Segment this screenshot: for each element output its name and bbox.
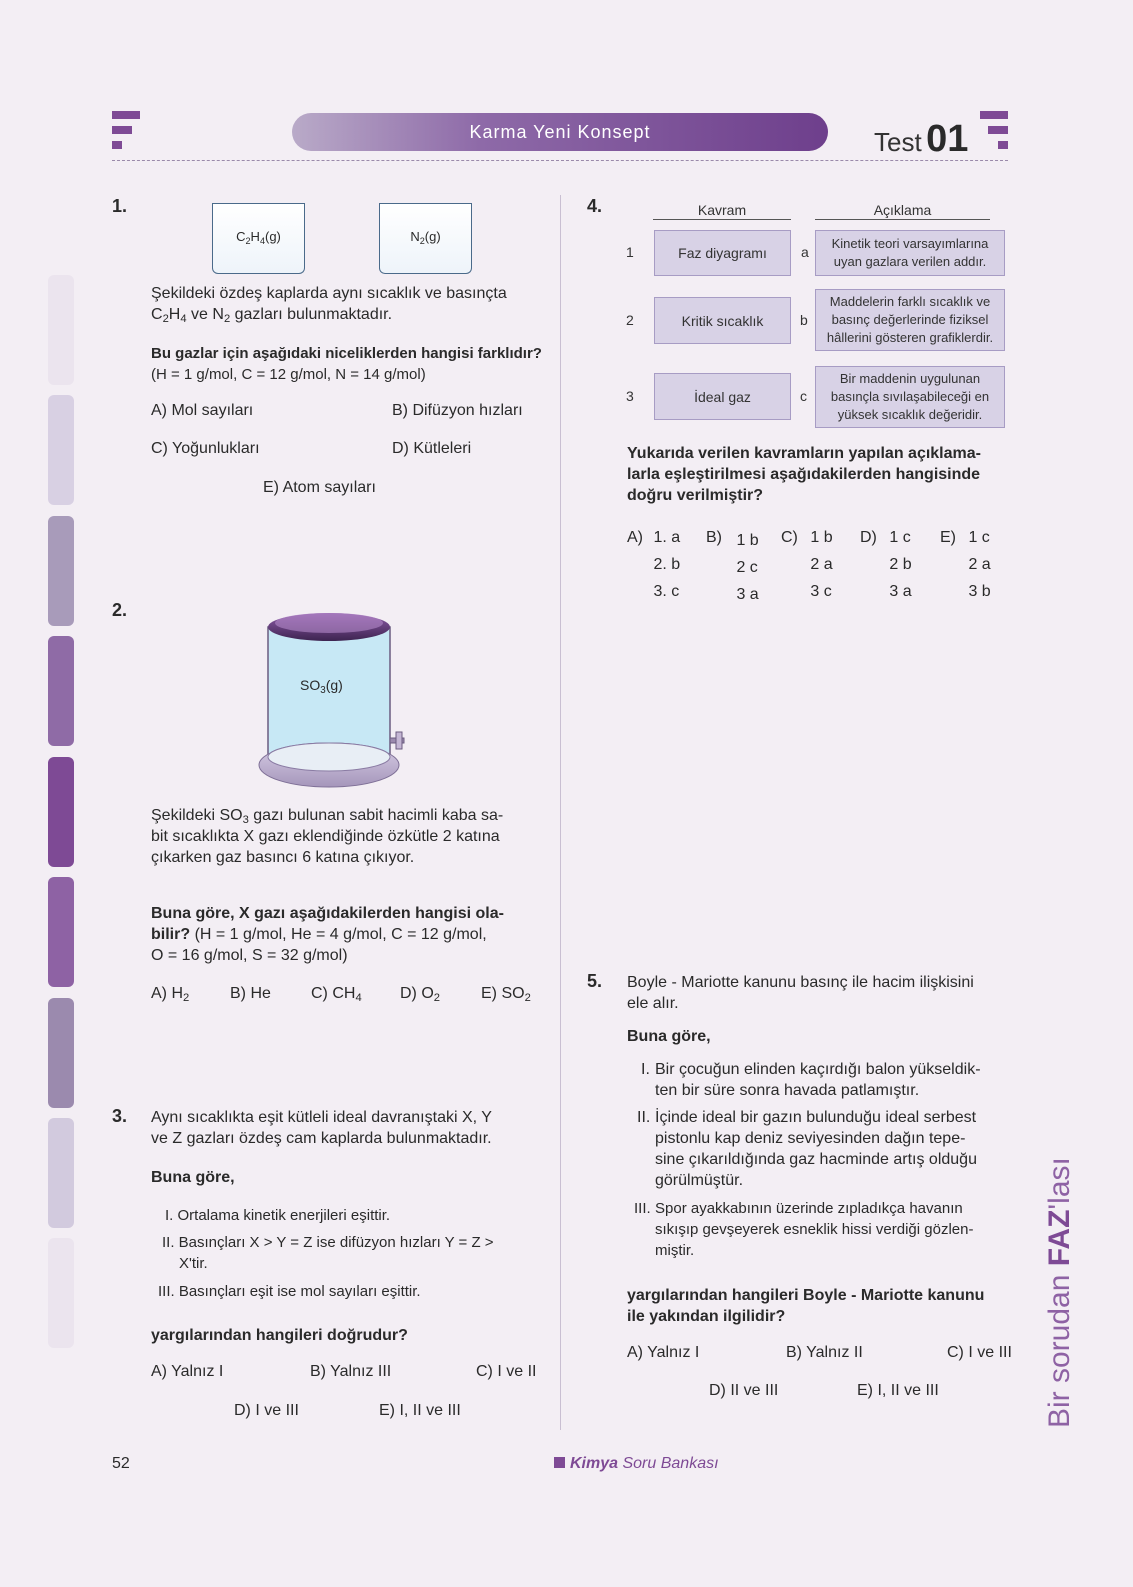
q2-stem-line1: Şekildeki $SO_3$ gazı bulunan sabit hacimli kaba sa- bbox=[151, 807, 504, 826]
q1-option-b[interactable]: B) Difüzyon hızları bbox=[392, 402, 523, 419]
test-label: Test bbox=[874, 127, 922, 157]
q1-container-c2h4 bbox=[212, 203, 305, 274]
q4-number: 4. bbox=[587, 196, 603, 216]
q1-number: 1. bbox=[112, 196, 128, 216]
q2-question-line2: bilir? (H = 1 g/mol, He = 4 g/mol, C = 12 g/mol, bbox=[151, 926, 487, 943]
q4-concept-1: Faz diyagramı bbox=[654, 230, 791, 276]
q5-option-b[interactable]: B) Yalnız II bbox=[786, 1344, 863, 1361]
test-number: 01 bbox=[926, 118, 969, 160]
q3-item-1: I. Ortalama kinetik enerjileri eşittir. bbox=[165, 1207, 391, 1224]
q1-option-c[interactable]: C) Yoğunlukları bbox=[151, 440, 260, 457]
q4-option-b[interactable]: B) 1 b 2 c 3 a bbox=[706, 529, 759, 603]
q4-expl-b-letter: b bbox=[800, 312, 808, 328]
q5-item-1: I. Bir çocuğun elinden kaçırdığı balon yükseldik- ten bir süre sonra havada patlamıştır. bbox=[641, 1061, 981, 1099]
q1-stem bbox=[151, 283, 536, 325]
q3-number: 3. bbox=[112, 1106, 128, 1126]
q4-concept-2-number: 2 bbox=[626, 312, 634, 328]
q4-explanation-b: Maddelerin farklı sıcaklık ve basınç değerlerinde fiziksel hâllerini gösteren grafiklerdir. bbox=[815, 289, 1005, 351]
q4-concept-3: İdeal gaz bbox=[654, 373, 791, 420]
q3-option-e[interactable]: E) I, II ve III bbox=[379, 1402, 461, 1419]
q2-number: 2. bbox=[112, 600, 128, 620]
q3-item-2-cont: X'tir. bbox=[179, 1255, 208, 1272]
q1-masses: (H = 1 g/mol, C = 12 g/mol, N = 14 g/mol) bbox=[151, 366, 426, 383]
q4-option-e[interactable]: E) 1 c 2 a 3 b bbox=[940, 529, 991, 600]
q3-stem-line2: ve Z gazları özdeş cam kaplarda bulunmaktadır. bbox=[151, 1130, 492, 1147]
q4-explanation-a: Kinetik teori varsayımlarına uyan gazlara verilen addır. bbox=[815, 230, 1005, 276]
q3-option-a[interactable]: A) Yalnız I bbox=[151, 1363, 224, 1380]
q1-option-a[interactable]: A) Mol sayıları bbox=[151, 402, 254, 419]
q3-option-c[interactable]: C) I ve II bbox=[476, 1363, 537, 1380]
header-divider bbox=[112, 160, 1008, 161]
q3-stem-line1: Aynı sıcaklıkta eşit kütleli ideal davranıştaki X, Y bbox=[151, 1109, 492, 1126]
q1-container2-label: $N_2(g)$ bbox=[410, 229, 441, 246]
q2-question-line1: Buna göre, X gazı aşağıdakilerden hangisi ola- bbox=[151, 905, 504, 922]
q2-question bbox=[151, 903, 536, 966]
q2-cylinder-illustration bbox=[255, 605, 415, 795]
q2-stem-line2: bit sıcaklıkta X gazı eklendiğinde özkütle 2 katına bbox=[151, 828, 500, 845]
q1-stem-line1: Şekildeki özdeş kaplarda aynı sıcaklık ve basınçta bbox=[151, 285, 507, 302]
q4-concept-3-number: 3 bbox=[626, 388, 634, 404]
q1-container1-label: $C_2H_4(g)$ bbox=[236, 229, 281, 246]
q3-lead: Buna göre, bbox=[151, 1169, 235, 1186]
q3-item-2: II. Basınçları X > Y = Z ise difüzyon hızları Y = Z > bbox=[162, 1234, 494, 1251]
q4-expl-a-letter: a bbox=[801, 244, 809, 260]
q3-option-d[interactable]: D) I ve III bbox=[234, 1402, 299, 1419]
q4-option-d[interactable]: D) 1 c 2 b 3 a bbox=[860, 529, 912, 600]
q4-expl-c-letter: c bbox=[800, 388, 807, 404]
header-logo-left bbox=[112, 111, 142, 153]
q4-option-a[interactable]: A) 1. a 2. b 3. c bbox=[627, 529, 681, 600]
q4-concept-1-number: 1 bbox=[626, 244, 634, 260]
q3-question: yargılarından hangileri doğrudur? bbox=[151, 1327, 408, 1344]
q5-lead: Buna göre, bbox=[627, 1028, 711, 1045]
q2-gas-label: $SO_3(g)$ bbox=[300, 677, 343, 696]
q1-option-d[interactable]: D) Kütleleri bbox=[392, 440, 472, 457]
q1-stem-line2: $C_2H_4$ ve $N_2$ gazları bulunmaktadır. bbox=[151, 306, 393, 325]
q5-option-a[interactable]: A) Yalnız I bbox=[627, 1344, 700, 1361]
q2-option-d[interactable]: D) $O_2$ bbox=[400, 985, 441, 1004]
q1-container-n2 bbox=[379, 203, 472, 274]
q2-option-b[interactable]: B) He bbox=[230, 985, 271, 1002]
q2-option-e[interactable]: E) $SO_2$ bbox=[481, 985, 531, 1004]
q2-question-line3: O = 16 g/mol, S = 32 g/mol) bbox=[151, 947, 348, 964]
q5-item-3: III. Spor ayakkabının üzerinde zıpladıkça havanın sıkışıp gevşeyerek esneklik hissi verdiği gözlen- miştir. bbox=[634, 1200, 974, 1259]
q5-item-2: II. İçinde ideal bir gazın bulunduğu ideal serbest pistonlu kap deniz seviyesinden dağın tepe- sine çıkarıldığında gaz hacminde artış olduğu görülmüştür. bbox=[637, 1109, 977, 1189]
q4-question: Yukarıda verilen kavramların yapılan açıklama- larla eşleştirilmesi aşağıdakilerden hangisinde doğru verilmiştir? bbox=[627, 445, 981, 504]
test-title bbox=[874, 118, 968, 158]
q5-option-c[interactable]: C) I ve III bbox=[947, 1344, 1012, 1361]
q2-stem-line3: çıkarken gaz basıncı 6 katına çıkıyor. bbox=[151, 849, 415, 866]
q3-option-b[interactable]: B) Yalnız III bbox=[310, 1363, 392, 1380]
q4-col-kavram: Kavram bbox=[653, 202, 791, 220]
q1-option-e[interactable]: E) Atom sayıları bbox=[263, 479, 376, 496]
q2-option-a[interactable]: A) $H_2$ bbox=[151, 985, 190, 1004]
side-slogan: Bir sorudan FAZ'lası bbox=[1043, 1157, 1076, 1428]
q4-explanation-c: Bir maddenin uygulunan basınçla sıvılaşabileceği en yüksek sıcaklık değeridir. bbox=[815, 366, 1005, 428]
q4-col-aciklama: Açıklama bbox=[815, 202, 990, 220]
footer-book-title: Kimya Soru Bankası bbox=[554, 1455, 719, 1473]
q5-stem: Boyle - Mariotte kanunu basınç ile hacim ilişkisini ele alır. bbox=[627, 974, 974, 1012]
page-number: 52 bbox=[112, 1455, 130, 1472]
header-logo-right bbox=[980, 111, 1010, 153]
q5-question: yargılarından hangileri Boyle - Mariotte kanunu ile yakından ilgilidir? bbox=[627, 1287, 985, 1325]
q4-concept-2: Kritik sıcaklık bbox=[654, 297, 791, 344]
footer-square-icon bbox=[554, 1457, 565, 1468]
q2-stem bbox=[151, 805, 536, 868]
header-banner-text: Karma Yeni Konsept bbox=[469, 122, 651, 142]
q5-number: 5. bbox=[587, 971, 603, 991]
q3-stem bbox=[151, 1107, 536, 1149]
q5-option-d[interactable]: D) II ve III bbox=[709, 1382, 779, 1399]
column-divider bbox=[560, 195, 561, 1430]
q1-question: Bu gazlar için aşağıdaki niceliklerden hangisi farklıdır? bbox=[151, 345, 542, 362]
q3-item-3: III. Basınçları eşit ise mol sayıları eşittir. bbox=[158, 1283, 421, 1300]
q2-option-c[interactable]: C) $CH_4$ bbox=[311, 985, 362, 1004]
q4-option-c[interactable]: C) 1 b 2 a 3 c bbox=[781, 529, 833, 600]
q5-option-e[interactable]: E) I, II ve III bbox=[857, 1382, 939, 1399]
